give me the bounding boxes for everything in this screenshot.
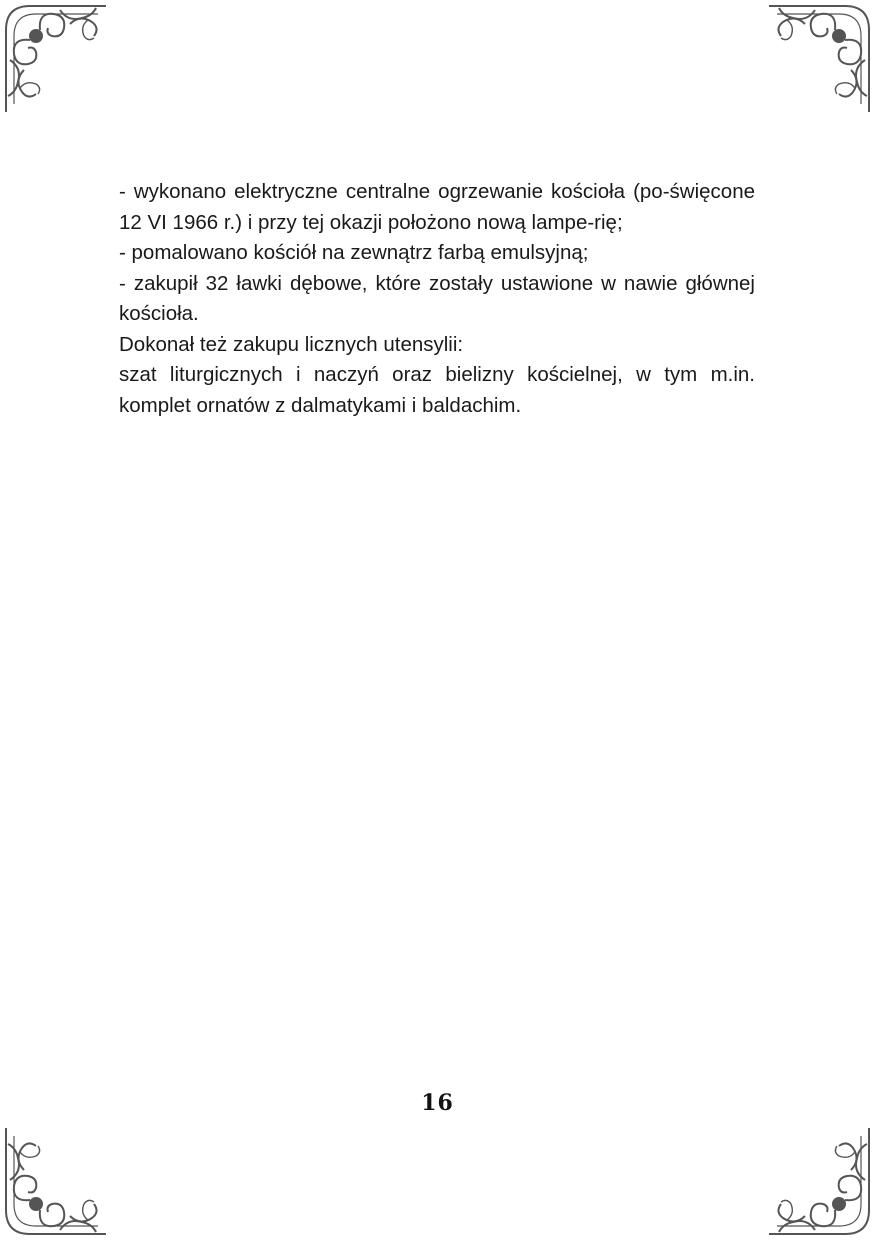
paragraph-vestments: szat liturgicznych i naczyń oraz bielizny kościelnej, w tym m.in. komplet ornatów z dalmatykami i baldachim.: [119, 363, 755, 417]
corner-ornament-top-right: [763, 0, 875, 118]
corner-ornament-bottom-left: [0, 1122, 112, 1240]
page-number: 16: [421, 1090, 454, 1116]
paragraph-painting: - pomalowano kościół na zewnątrz farbą emulsyjną;: [119, 241, 589, 264]
body-text: [119, 177, 755, 421]
paragraph-heating: - wykonano elektryczne centralne ogrzewanie kościoła (po-święcone 12 VI 1966 r.) i przy tej okazji położono nową lampe-rię;: [119, 180, 755, 234]
corner-ornament-bottom-right: [763, 1122, 875, 1240]
paragraph-utensils-intro: Dokonał też zakupu licznych utensylii:: [119, 332, 464, 356]
paragraph-pews: - zakupił 32 ławki dębowe, które zostały ustawione w nawie głównej kościoła.: [119, 271, 755, 325]
corner-ornament-top-left: [0, 0, 112, 118]
